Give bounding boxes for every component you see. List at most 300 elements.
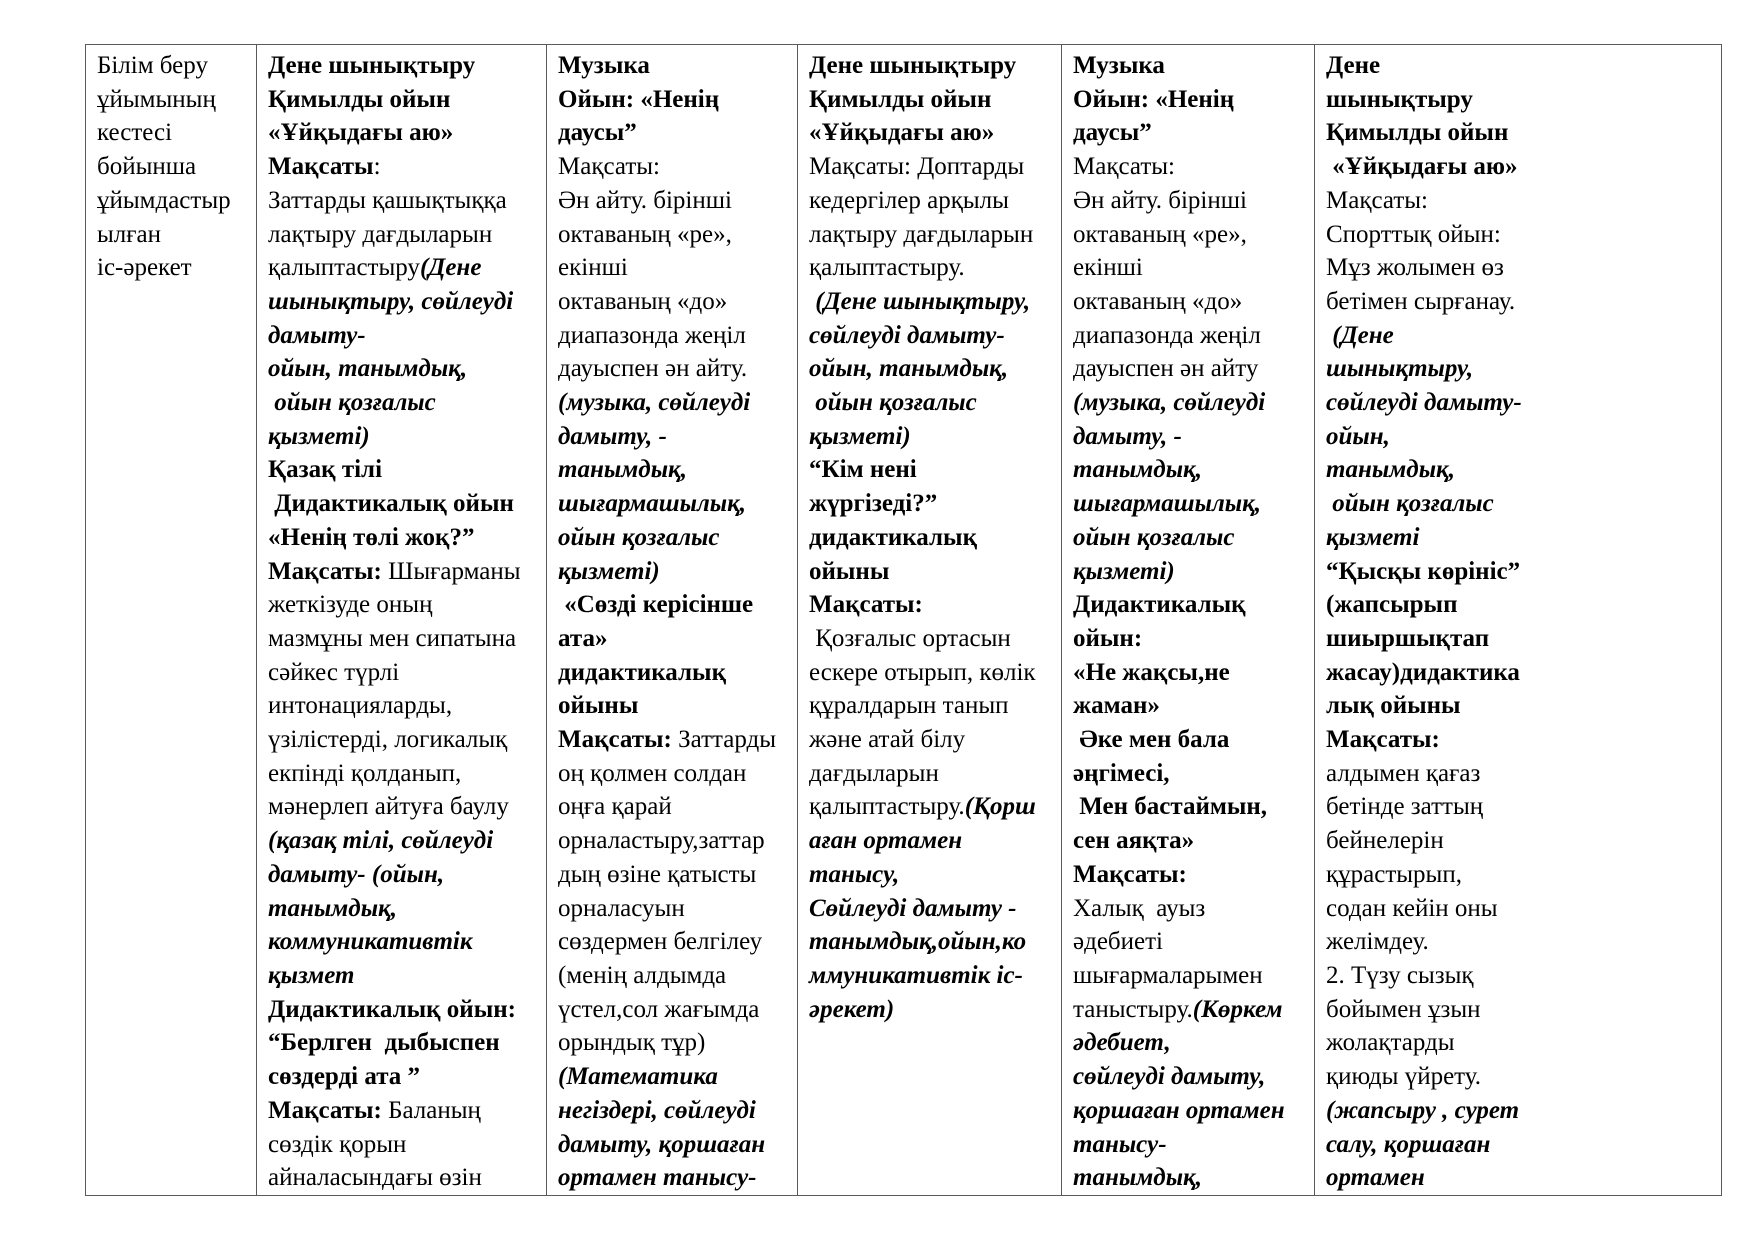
text-run: “Қысқы көрініс”: [1326, 557, 1521, 585]
text-line: [558, 959, 793, 993]
text-line: [558, 487, 793, 521]
text-line: [558, 1128, 793, 1162]
text-line: [809, 83, 1057, 117]
text-run: ойын қозғалыс: [809, 389, 977, 417]
text-line: [97, 49, 252, 83]
text-run: іс-әрекет: [97, 254, 192, 282]
text-run: ұйымдастыр: [97, 186, 231, 214]
text-run: лақтыру дағдыларын: [809, 220, 1034, 248]
text-run: ойын қозғалыс: [1326, 490, 1494, 518]
text-line: [809, 993, 1057, 1027]
text-line: [809, 656, 1057, 690]
text-run: ойын қозғалыс: [268, 389, 436, 417]
text-run: қызмет: [268, 961, 355, 989]
text-run: үзілістерді, логикалық: [268, 726, 508, 754]
activity-label-cell: [86, 45, 257, 1196]
text-run: ойыны: [558, 692, 639, 720]
text-run: диапазонда жеңіл: [558, 321, 746, 349]
text-run: ойын,: [1326, 422, 1390, 450]
text-run: ойын қозғалыс: [558, 523, 720, 551]
text-run: Мақсаты:: [268, 1096, 389, 1124]
text-line: [558, 1161, 793, 1195]
text-line: [268, 622, 542, 656]
text-line: [268, 386, 542, 420]
text-line: [268, 1161, 542, 1195]
text-run: бейнелерін: [1326, 827, 1444, 855]
text-line: [558, 150, 793, 184]
text-run: «Ұйқыдағы аю»: [809, 119, 995, 147]
schedule-row: [86, 45, 1722, 1196]
text-line: [268, 555, 542, 589]
text-run: “Берлген дыбыспен: [268, 1029, 500, 1057]
text-line: [558, 993, 793, 1027]
text-line: [809, 49, 1057, 83]
text-run: дамыту- (ойын,: [268, 860, 445, 888]
text-run: дидактикалық: [809, 523, 977, 551]
text-run: айналасындағы өзін: [268, 1164, 482, 1192]
text-run: Мақсаты:: [268, 557, 389, 585]
day-cell-physical-education: [257, 45, 547, 1196]
text-line: [1326, 588, 1717, 622]
text-line: [1326, 184, 1717, 218]
text-line: [268, 453, 542, 487]
text-line: [809, 150, 1057, 184]
text-line: [1073, 757, 1310, 791]
text-line: [558, 790, 793, 824]
text-run: 2. Түзу сызық: [1326, 961, 1474, 989]
text-line: [1326, 1161, 1717, 1195]
text-run: дамыту, -: [558, 422, 667, 450]
text-run: Дене: [1326, 52, 1381, 79]
text-line: [558, 453, 793, 487]
text-line: [1326, 386, 1717, 420]
text-line: [1326, 487, 1717, 521]
text-run: интонацияларды,: [268, 692, 453, 720]
text-line: [809, 925, 1057, 959]
text-line: [1073, 993, 1310, 1027]
text-run: сөйлеуді дамыту-: [1326, 389, 1522, 417]
text-line: [97, 150, 252, 184]
text-line: [1326, 622, 1717, 656]
text-line: [1073, 925, 1310, 959]
text-run: Қозғалыс ортасын: [809, 624, 1011, 652]
text-run: шынықтыру, сөйлеуді: [268, 287, 514, 315]
text-run: ұйымының: [97, 85, 216, 113]
text-line: [1073, 1161, 1310, 1195]
text-line: [1326, 892, 1717, 926]
text-run: мазмұны мен сипатына: [268, 624, 517, 652]
text-run: екінші: [558, 254, 628, 282]
text-run: сөздерді ата ”: [268, 1063, 421, 1091]
text-run: Ән айту. бірінші: [1073, 186, 1247, 214]
text-run: (музыка, сөйлеуді: [558, 389, 751, 417]
text-run: «Ұйқыдағы аю»: [1326, 153, 1518, 181]
text-line: [268, 757, 542, 791]
text-run: ылған: [97, 220, 162, 248]
text-line: [558, 824, 793, 858]
text-line: [1326, 790, 1717, 824]
text-run: сөздермен белгілеу: [558, 928, 763, 956]
text-run: желімдеу.: [1326, 928, 1429, 956]
text-run: Қимылды ойын: [268, 85, 451, 113]
text-line: [1073, 622, 1310, 656]
text-line: [558, 858, 793, 892]
text-line: [809, 790, 1057, 824]
text-run: танысу-: [1073, 1130, 1167, 1158]
text-run: әңгімесі,: [1073, 759, 1170, 787]
text-line: [1326, 757, 1717, 791]
text-line: [1073, 487, 1310, 521]
text-line: [1326, 420, 1717, 454]
text-line: [1326, 555, 1717, 589]
day-cell-music: [1062, 45, 1315, 1196]
text-line: [1326, 1026, 1717, 1060]
text-run: орындық тұр): [558, 1029, 706, 1057]
text-run: «Не жақсы,не: [1073, 658, 1230, 686]
text-run: «Ұйқыдағы аю»: [268, 119, 454, 147]
text-run: ата»: [558, 624, 608, 652]
text-line: [268, 1026, 542, 1060]
text-line: [1073, 588, 1310, 622]
text-line: [1073, 116, 1310, 150]
text-line: [1073, 352, 1310, 386]
text-run: қызметі): [809, 422, 911, 450]
text-line: [558, 319, 793, 353]
text-run: танысу,: [809, 860, 900, 888]
text-line: [809, 319, 1057, 353]
text-run: танымдық,: [1073, 456, 1202, 484]
text-run: октаваның «до»: [558, 287, 728, 315]
text-run: Баланың: [388, 1096, 481, 1124]
text-run: Қимылды ойын: [809, 85, 992, 113]
text-run: октаваның «до»: [1073, 287, 1243, 315]
text-run: негіздері, сөйлеуді: [558, 1096, 756, 1124]
text-run: (Дене шынықтыру,: [809, 287, 1031, 315]
text-run: Қимылды ойын: [1326, 119, 1509, 147]
text-line: [558, 656, 793, 690]
text-run: Музыка: [558, 52, 650, 79]
text-line: [268, 184, 542, 218]
text-line: [1073, 420, 1310, 454]
text-run: қиюды үйрету.: [1326, 1063, 1482, 1091]
text-run: танымдық,ойын,ко: [809, 928, 1027, 956]
text-line: [809, 386, 1057, 420]
text-line: [558, 892, 793, 926]
text-run: бойымен ұзын: [1326, 995, 1481, 1023]
text-run: Дидактикалық: [1073, 591, 1246, 619]
cell-text: [1073, 49, 1310, 1195]
text-run: ойын қозғалыс: [1073, 523, 1235, 551]
text-line: [268, 656, 542, 690]
text-line: [809, 184, 1057, 218]
text-line: [268, 116, 542, 150]
text-line: [558, 588, 793, 622]
text-line: [558, 184, 793, 218]
text-line: [809, 858, 1057, 892]
text-run: ойын, танымдық,: [268, 355, 468, 383]
text-line: [1073, 1128, 1310, 1162]
text-run: “Кім нені: [809, 456, 917, 484]
text-line: [268, 892, 542, 926]
text-run: қызметі: [1326, 523, 1420, 551]
text-run: лақтыру дағдыларын: [268, 220, 493, 248]
text-line: [809, 116, 1057, 150]
text-run: Халық ауыз: [1073, 894, 1206, 922]
text-line: [558, 757, 793, 791]
text-line: [558, 83, 793, 117]
text-line: [1326, 319, 1717, 353]
text-run: (жапсыру , сурет: [1326, 1096, 1520, 1124]
text-run: :: [373, 153, 381, 181]
text-run: ойыны: [809, 557, 890, 585]
text-run: ойын:: [1073, 624, 1143, 652]
text-line: [809, 218, 1057, 252]
text-run: орналастыру,заттар: [558, 827, 765, 855]
text-run: Ойын: «Ненің: [1073, 85, 1235, 113]
text-line: [1326, 959, 1717, 993]
text-run: Мақсаты:: [558, 153, 660, 181]
text-run: Мен бастаймын,: [1073, 793, 1268, 821]
text-run: үстел,сол жағымда: [558, 995, 760, 1023]
text-run: танымдық,: [268, 894, 397, 922]
text-line: [268, 993, 542, 1027]
text-line: [1326, 1094, 1717, 1128]
text-line: [1073, 521, 1310, 555]
text-run: (музыка, сөйлеуді: [1073, 389, 1266, 417]
cell-text: [558, 49, 793, 1195]
text-run: Мақсаты:: [558, 726, 679, 754]
text-run: таныстыру.: [1073, 995, 1193, 1023]
text-run: салу, қоршаған: [1326, 1130, 1491, 1158]
text-run: Сөйлеуді дамыту -: [809, 894, 1017, 922]
text-line: [1073, 453, 1310, 487]
text-line: [1326, 993, 1717, 1027]
text-line: [809, 588, 1057, 622]
text-run: сәйкес түрлі: [268, 658, 400, 686]
text-run: бетінде заттың: [1326, 793, 1484, 821]
text-run: құрастырып,: [1326, 860, 1462, 888]
text-run: Білім беру: [97, 52, 208, 79]
text-line: [558, 285, 793, 319]
text-line: [809, 285, 1057, 319]
text-line: [558, 218, 793, 252]
text-run: (Көркем: [1192, 995, 1283, 1023]
text-run: Дидактикалық ойын:: [268, 995, 516, 1023]
text-run: орналасуын: [558, 894, 685, 922]
text-line: [97, 116, 252, 150]
text-line: [809, 453, 1057, 487]
text-line: [1326, 49, 1717, 83]
text-run: (Қорш: [964, 793, 1036, 821]
text-line: [268, 319, 542, 353]
text-line: [1326, 83, 1717, 117]
text-line: [268, 1128, 542, 1162]
text-line: [558, 352, 793, 386]
text-line: [268, 352, 542, 386]
text-line: [1326, 116, 1717, 150]
text-run: дауыспен ән айту: [1073, 355, 1259, 383]
text-run: қызметі): [558, 557, 660, 585]
text-run: сөйлеуді дамыту,: [1073, 1063, 1266, 1091]
text-line: [1073, 285, 1310, 319]
text-run: сөйлеуді дамыту-: [809, 321, 1005, 349]
text-line: [1073, 858, 1310, 892]
text-run: жүргізеді?”: [809, 490, 938, 518]
text-line: [1326, 352, 1717, 386]
text-line: [1073, 656, 1310, 690]
text-line: [558, 689, 793, 723]
text-run: содан кейін оны: [1326, 894, 1498, 922]
text-line: [268, 521, 542, 555]
text-run: оңға қарай: [558, 793, 672, 821]
text-run: кедергілер арқылы: [809, 186, 1009, 214]
text-line: [809, 420, 1057, 454]
text-run: Дене шынықтыру: [268, 52, 476, 79]
text-run: танымдық,: [1073, 1164, 1202, 1192]
text-line: [809, 689, 1057, 723]
text-run: ммуникативтік іс-: [809, 961, 1023, 989]
text-run: дағдыларын: [809, 759, 939, 787]
text-line: [1326, 1128, 1717, 1162]
text-line: [809, 555, 1057, 589]
text-run: лық ойыны: [1326, 692, 1461, 720]
text-run: дамыту, -: [1073, 422, 1182, 450]
text-run: Дене шынықтыру: [809, 52, 1017, 79]
text-run: дауыспен ән айту.: [558, 355, 748, 383]
text-run: Мұз жолымен өз: [1326, 254, 1504, 282]
text-run: Заттарды қашықтыққа: [268, 186, 507, 214]
text-run: октаваның «ре»,: [1073, 220, 1247, 248]
text-run: Мақсаты:: [809, 591, 923, 619]
text-run: Мақсаты: Доптарды: [809, 153, 1025, 181]
text-line: [809, 622, 1057, 656]
text-line: [809, 892, 1057, 926]
text-run: Шығарманы: [388, 557, 521, 585]
text-run: қалыптастыру: [268, 254, 420, 282]
text-line: [268, 150, 542, 184]
text-run: коммуникативтік: [268, 928, 473, 956]
text-line: [97, 251, 252, 285]
text-line: [1073, 1094, 1310, 1128]
text-run: (жапсырып: [1326, 591, 1458, 619]
text-run: диапазонда жеңіл: [1073, 321, 1261, 349]
text-line: [1326, 453, 1717, 487]
text-line: [268, 251, 542, 285]
text-line: [809, 959, 1057, 993]
text-run: қызметі): [268, 422, 370, 450]
text-run: Мақсаты:: [1073, 860, 1187, 888]
text-line: [558, 251, 793, 285]
text-line: [558, 521, 793, 555]
text-line: [809, 521, 1057, 555]
text-run: жеткізуде оның: [268, 591, 433, 619]
text-line: [1326, 824, 1717, 858]
text-line: [1326, 150, 1717, 184]
text-line: [268, 723, 542, 757]
text-line: [809, 824, 1057, 858]
text-run: және атай білу: [809, 726, 966, 754]
text-line: [268, 925, 542, 959]
text-run: әдебиеті: [1073, 928, 1163, 956]
text-run: құралдарын танып: [809, 692, 1009, 720]
text-run: дамыту-: [268, 321, 366, 349]
text-line: [268, 420, 542, 454]
text-run: сөздік қорын: [268, 1130, 407, 1158]
text-run: дидактикалық: [558, 658, 726, 686]
day-cell-physical-education: [1315, 45, 1722, 1196]
text-run: кестесі: [97, 119, 173, 147]
text-line: [268, 83, 542, 117]
text-run: әдебиет,: [1073, 1029, 1171, 1057]
text-run: жасау)дидактика: [1326, 658, 1520, 686]
text-line: [1073, 824, 1310, 858]
text-line: [268, 858, 542, 892]
text-run: аған ортамен: [809, 827, 963, 855]
cell-text: [1326, 49, 1717, 1195]
text-line: [1326, 858, 1717, 892]
text-line: [1073, 150, 1310, 184]
text-run: оң қолмен солдан: [558, 759, 747, 787]
text-line: [1326, 521, 1717, 555]
text-line: [97, 184, 252, 218]
text-run: ортамен: [1326, 1164, 1425, 1192]
text-line: [1073, 218, 1310, 252]
text-line: [809, 723, 1057, 757]
text-line: [558, 925, 793, 959]
text-run: даусы”: [558, 119, 637, 147]
text-line: [809, 352, 1057, 386]
text-run: дамыту, қоршаған: [558, 1130, 766, 1158]
day-cell-music: [547, 45, 798, 1196]
text-line: [558, 386, 793, 420]
text-run: Мақсаты:: [1073, 153, 1175, 181]
text-line: [1073, 1060, 1310, 1094]
text-run: Әке мен бала: [1073, 726, 1230, 754]
text-run: шынықтыру: [1326, 85, 1473, 113]
text-run: қызметі): [1073, 557, 1175, 585]
text-line: [268, 790, 542, 824]
text-run: ойын, танымдық,: [809, 355, 1009, 383]
text-line: [1326, 689, 1717, 723]
text-line: [268, 487, 542, 521]
cell-text: [809, 49, 1057, 1026]
text-line: [1073, 319, 1310, 353]
text-line: [1073, 49, 1310, 83]
text-run: Мақсаты:: [1326, 726, 1440, 754]
text-run: Мақсаты:: [1326, 186, 1428, 214]
day-cell-physical-education: [798, 45, 1062, 1196]
text-line: [268, 824, 542, 858]
text-run: (менің алдымда: [558, 961, 727, 989]
text-run: шығармашылық,: [1073, 490, 1262, 518]
text-run: Мақсаты: [268, 153, 374, 181]
text-run: жолақтарды: [1326, 1029, 1455, 1057]
text-line: [268, 1094, 542, 1128]
text-run: (Математика: [558, 1063, 718, 1091]
text-line: [1326, 925, 1717, 959]
text-line: [268, 49, 542, 83]
text-run: екінші: [1073, 254, 1143, 282]
text-run: Дидактикалық ойын: [268, 490, 514, 518]
text-line: [1326, 1060, 1717, 1094]
text-line: [268, 1060, 542, 1094]
text-line: [1073, 790, 1310, 824]
text-run: мәнерлеп айтуға баулу: [268, 793, 509, 821]
text-run: қоршаған ортамен: [1073, 1096, 1285, 1124]
text-run: шығармаларымен: [1073, 961, 1263, 989]
text-run: (қазақ тілі, сөйлеуді: [268, 827, 494, 855]
text-run: Ойын: «Ненің: [558, 85, 720, 113]
